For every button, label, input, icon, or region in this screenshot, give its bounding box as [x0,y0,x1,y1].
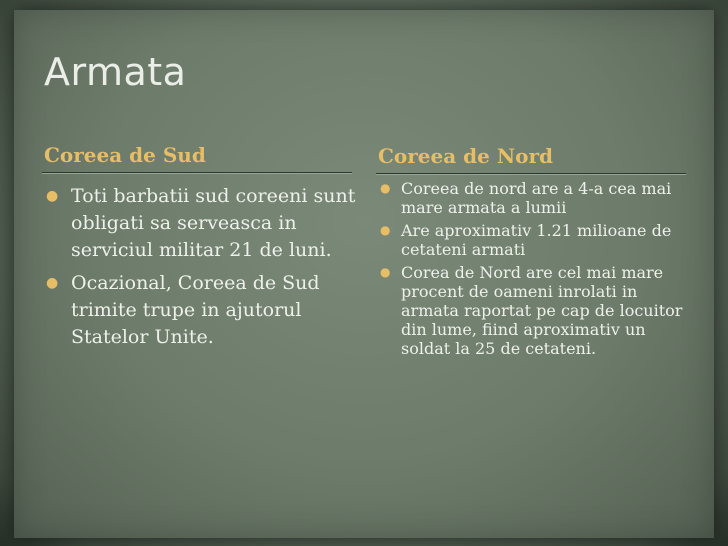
list-item [380,221,690,259]
left-column-heading: Coreea de Sud [44,143,206,167]
slide-title: Armata [44,50,187,94]
bullet-text: Toti barbatii sud coreeni sunt obligati sa serveasca in serviciul militar 21 de luni. [71,185,356,261]
list-item [46,183,366,264]
bullet-text: Coreea de nord are a 4-a cea mai mare armata a lumii [401,179,672,217]
bullet-text: Ocazional, Coreea de Sud trimite trupe in ajutorul Statelor Unite. [71,272,320,348]
right-heading-divider [376,173,686,175]
left-heading-divider [42,172,352,174]
bullet-icon: ● [46,188,59,204]
list-item [380,263,690,358]
list-item [46,270,366,351]
left-bullet-list [46,183,366,357]
bullet-icon: ● [46,275,59,291]
right-bullet-list [380,179,690,362]
list-item [380,179,690,217]
right-column-heading: Coreea de Nord [378,144,553,168]
bullet-icon: ● [380,265,391,279]
bullet-text: Corea de Nord are cel mai mare procent de oameni inrolati in armata raportat pe cap de locuitor din lume, fiind aproximativ un soldat la 25 de cetateni. [401,263,683,358]
bullet-icon: ● [380,223,391,237]
bullet-icon: ● [380,181,391,195]
bullet-text: Are aproximativ 1.21 milioane de cetateni armati [401,221,672,259]
